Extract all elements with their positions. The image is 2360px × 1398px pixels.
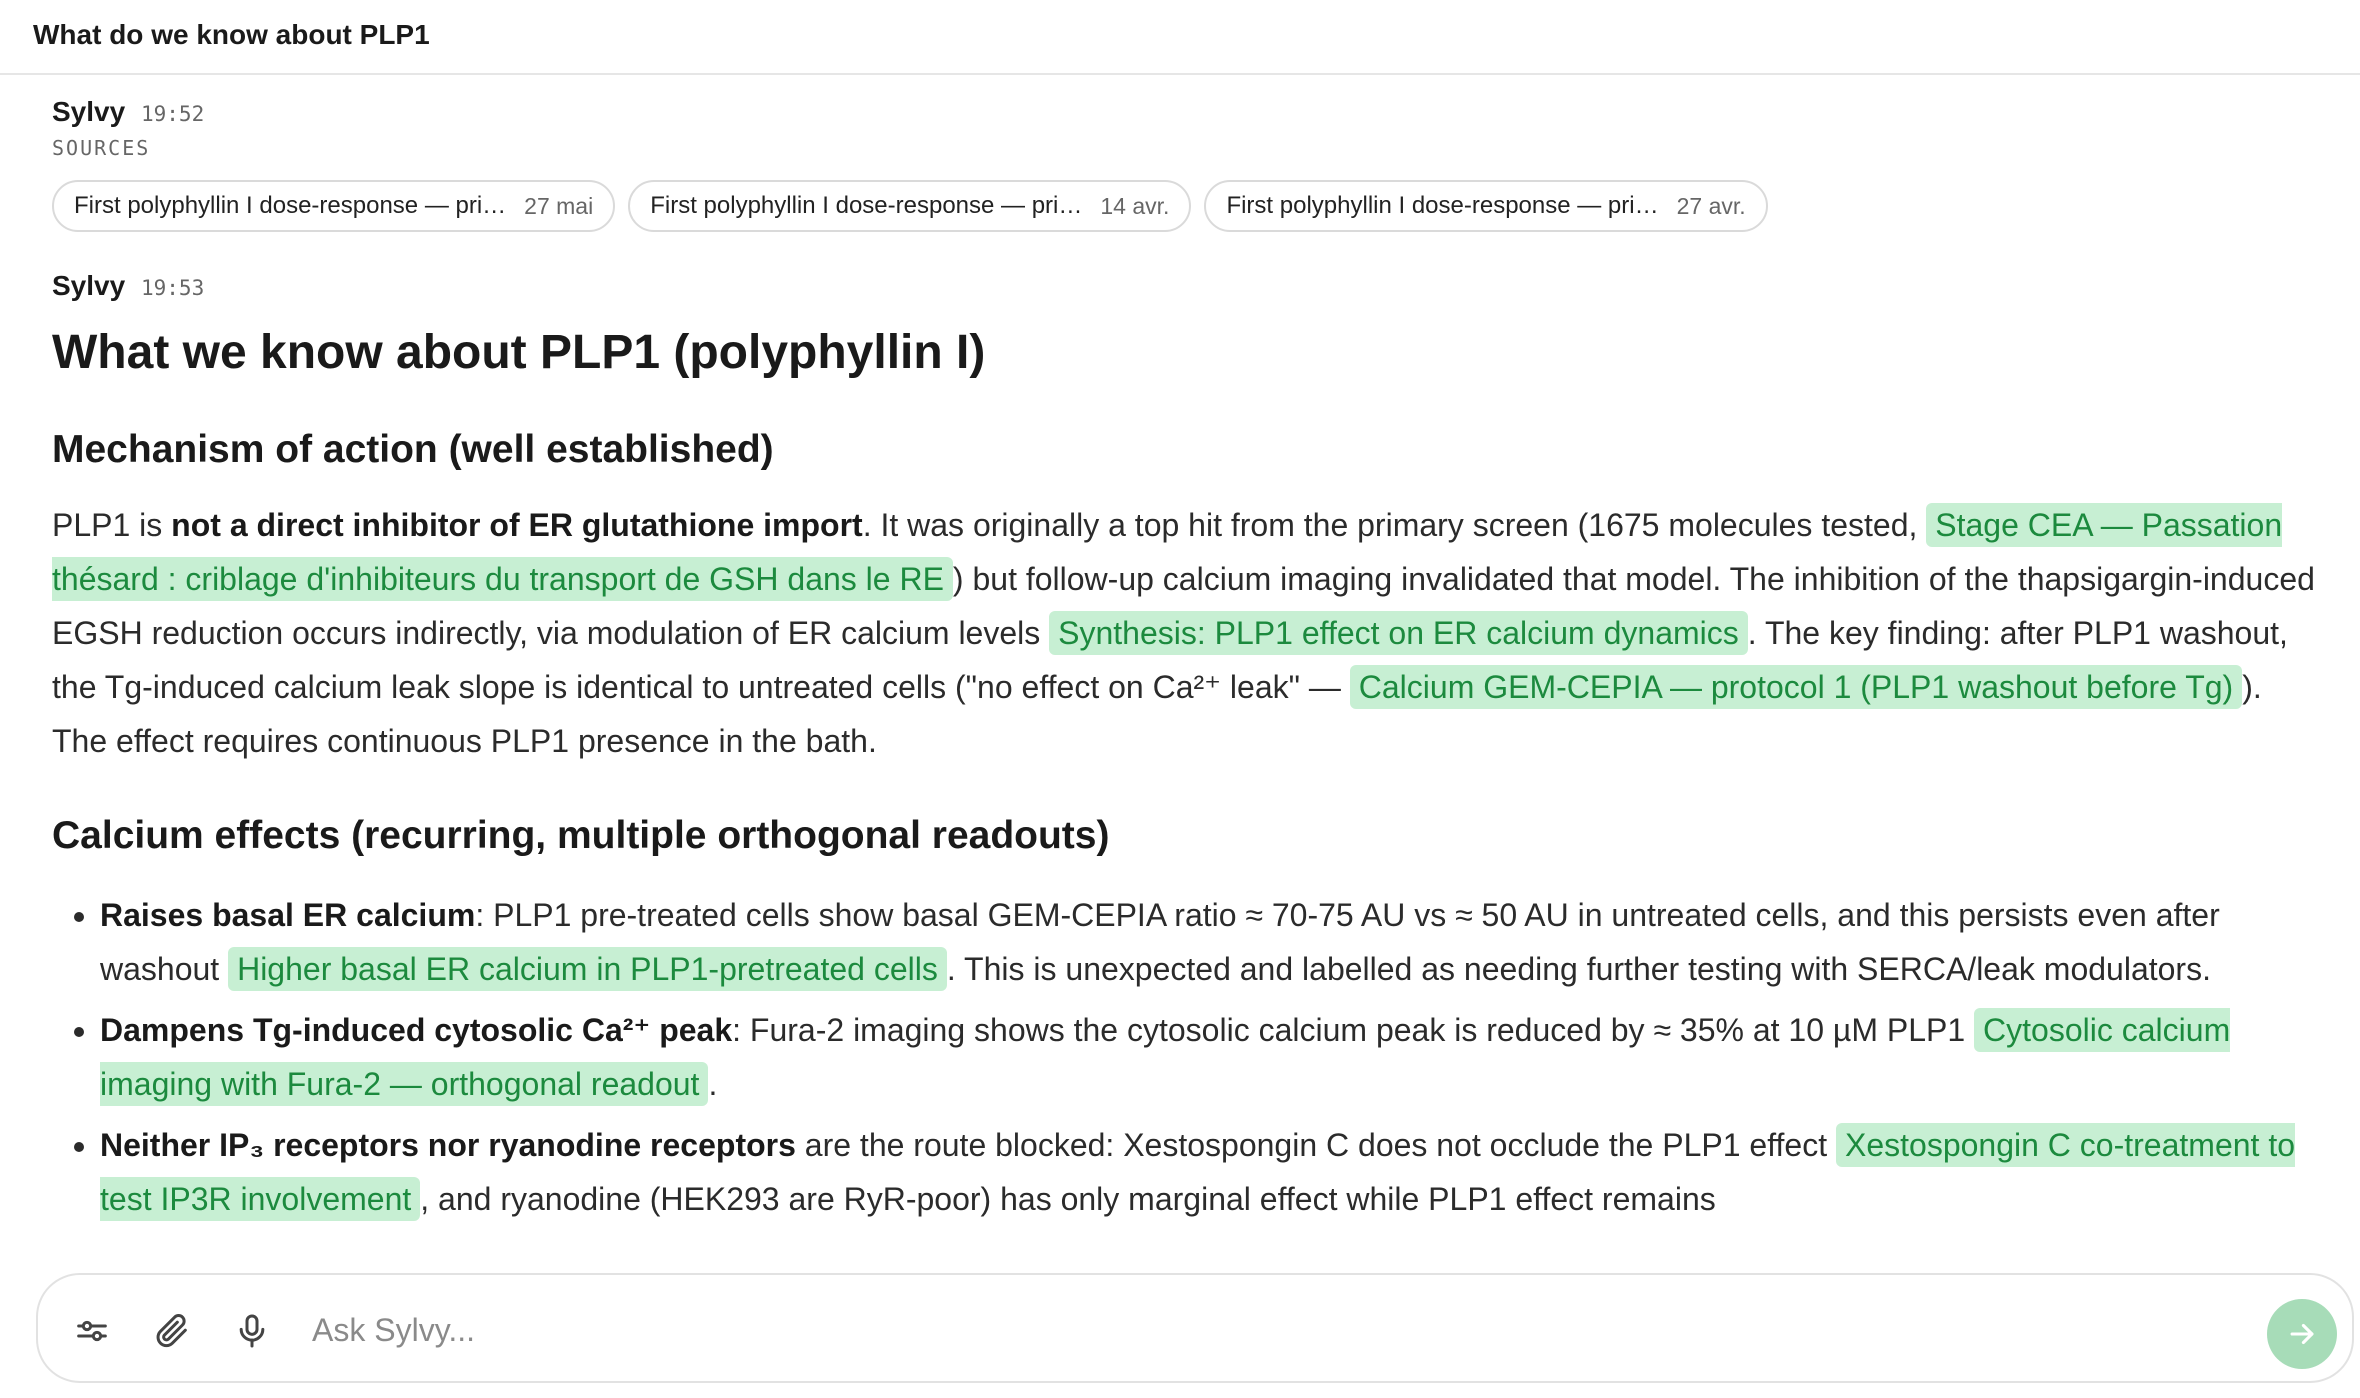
arrow-right-icon: [2285, 1317, 2319, 1351]
text-run: are the route blocked: Xestospongin C does not occlude the PLP1 effect: [795, 1127, 1836, 1163]
message-answer: [52, 258, 2322, 1226]
chat-thread: [52, 76, 2322, 1233]
send-button[interactable]: [2267, 1299, 2337, 1369]
citation-link[interactable]: Cytosolic calcium imaging with Fura-2 — orthogonal readout: [100, 1008, 2230, 1106]
paperclip-icon[interactable]: [152, 1311, 192, 1351]
calcium-effects-list: [52, 888, 2322, 1226]
sources-list: [52, 180, 2322, 232]
text-run: . The key finding: after PLP1 washout, the Tg-induced calcium leak slope is identical to untreated cells ("no effect on Ca²⁺ leak" —: [52, 615, 2288, 705]
text-run: . It was originally a top hit from the primary screen (1675 molecules tested,: [862, 507, 1927, 543]
chat-composer: [36, 1273, 2354, 1383]
citation-link[interactable]: Synthesis: PLP1 effect on ER calcium dynamics: [1049, 611, 1748, 655]
bold-text: Dampens Tg-induced cytosolic Ca²⁺ peak: [100, 1012, 733, 1048]
source-title: First polyphyllin I dose-response — pri…: [74, 192, 507, 219]
source-date: 27 avr.: [1676, 192, 1746, 219]
list-item: [100, 888, 2322, 996]
message-time: 19:52: [141, 102, 205, 126]
message-time: 19:53: [141, 276, 205, 300]
message-author: Sylvy: [52, 270, 126, 301]
citation-link[interactable]: Higher basal ER calcium in PLP1-pretreated cells: [228, 947, 947, 991]
mechanism-paragraph: [52, 498, 2322, 768]
text-run: . This is unexpected and labelled as needing further testing with SERCA/leak modulators.: [946, 951, 2211, 987]
source-date: 14 avr.: [1100, 192, 1170, 219]
text-run: : PLP1 pre-treated cells show basal GEM-CEPIA ratio ≈ 70-75 AU vs ≈ 50 AU in untreated cells, and this persists even after washout: [100, 897, 2220, 987]
source-pill[interactable]: [1204, 180, 1767, 232]
citation-link[interactable]: Stage CEA — Passation thésard : criblage d'inhibiteurs du transport de GSH dans le RE: [52, 503, 2282, 601]
top-bar: [0, 0, 2360, 75]
text-run: ) but follow-up calcium imaging invalidated that model. The inhibition of the thapsigargin-induced EGSH reduction occurs indirectly, via modulation of ER calcium levels: [52, 561, 2315, 651]
sources-label: SOURCES: [52, 136, 151, 160]
answer-title: What we know about PLP1 (polyphyllin I): [52, 326, 986, 379]
text-run: PLP1 is: [52, 507, 172, 543]
source-pill[interactable]: [52, 180, 615, 232]
bold-text: Raises basal ER calcium: [100, 897, 476, 933]
source-title: First polyphyllin I dose-response — pri…: [1226, 192, 1659, 219]
text-run: : Fura-2 imaging shows the cytosolic calcium peak is reduced by ≈ 35% at 10 µM PLP1: [732, 1012, 1975, 1048]
section-heading-calcium: Calcium effects (recurring, multiple orthogonal readouts): [52, 814, 1110, 857]
source-date: 27 mai: [524, 192, 594, 219]
sliders-icon[interactable]: [72, 1311, 112, 1351]
message-author: Sylvy: [52, 96, 126, 127]
citation-link[interactable]: Xestospongin C co-treatment to test IP3R involvement: [100, 1123, 2295, 1221]
message-sources: [52, 76, 2322, 232]
text-run: , and ryanodine (HEK293 are RyR-poor) has only marginal effect while PLP1 effect remains: [420, 1181, 1716, 1217]
message-header: [52, 76, 2322, 136]
section-heading-mechanism: Mechanism of action (well established): [52, 428, 774, 471]
conversation-title: What do we know about PLP1: [33, 19, 430, 50]
message-input[interactable]: [310, 1301, 2214, 1359]
text-run: .: [708, 1066, 718, 1102]
source-pill[interactable]: [628, 180, 1191, 232]
source-title: First polyphyllin I dose-response — pri…: [650, 192, 1083, 219]
bold-text: Neither IP₃ receptors nor ryanodine receptors: [100, 1127, 796, 1163]
list-item: [100, 1003, 2322, 1111]
list-item: [100, 1118, 2322, 1226]
citation-link[interactable]: Calcium GEM-CEPIA — protocol 1 (PLP1 washout before Tg): [1350, 665, 2242, 709]
text-run: ). The effect requires continuous PLP1 presence in the bath.: [52, 669, 2262, 759]
message-header: [52, 258, 2322, 302]
microphone-icon[interactable]: [232, 1311, 272, 1351]
bold-text: not a direct inhibitor of ER glutathione import: [171, 507, 863, 543]
